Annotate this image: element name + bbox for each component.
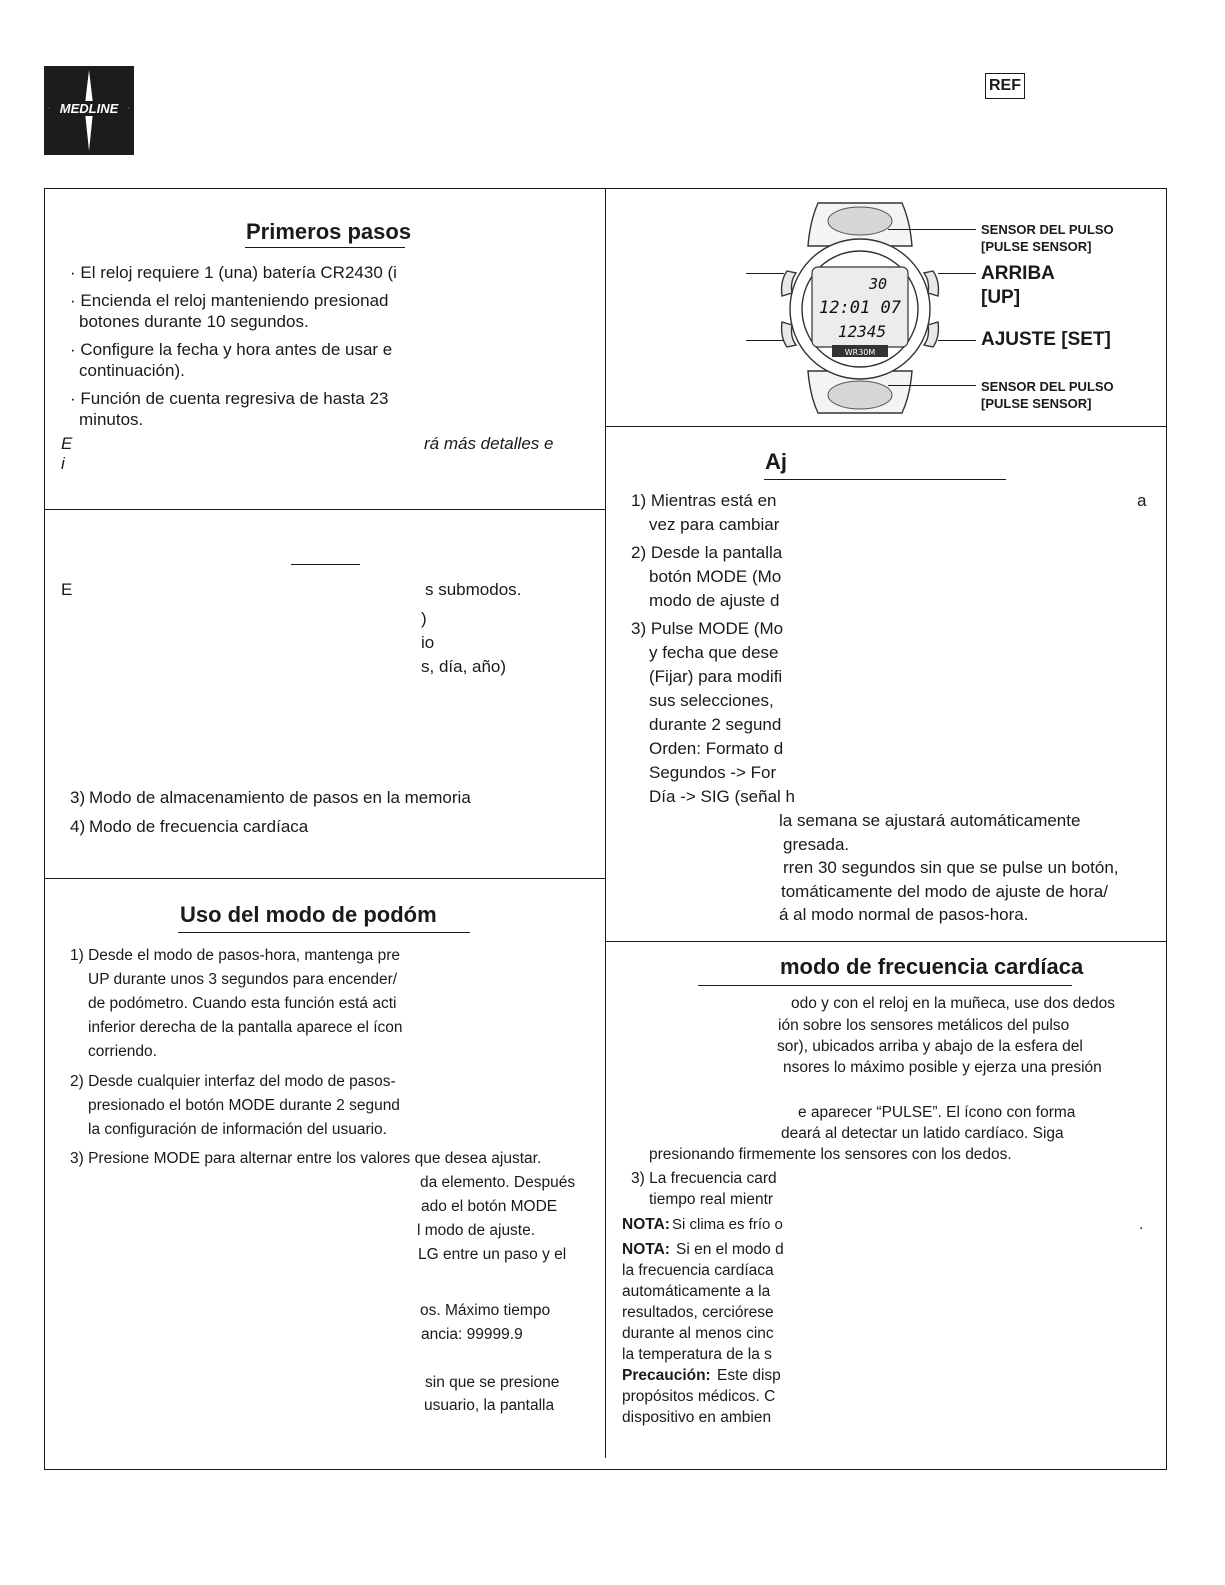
s5-frag-8: 3) La frecuencia card [631, 1170, 777, 1187]
s3-frag-1: da elemento. Después [420, 1174, 576, 1191]
s3-line-2: UP durante unos 3 segundos para encender/ [88, 971, 398, 988]
nota-1-text: Si clima es frío o [672, 1216, 783, 1233]
s5-frag-1: odo y con el reloj en la muñeca, use dos dedos [791, 995, 1115, 1012]
column-divider [605, 188, 606, 1458]
s4-frag-3: rren 30 segundos sin que se pulse un botón, [783, 858, 1119, 877]
ref-label: REF [989, 77, 1021, 94]
s1-line-1: · El reloj requiere 1 (una) batería CR2430 (i [70, 263, 397, 282]
callout-bottom-sensor [888, 385, 976, 386]
label-top-sensor-1: SENSOR DEL PULSO [981, 222, 1114, 237]
nota-2-line-5: la temperatura de la s [622, 1346, 772, 1363]
nota-2-text: Si en el modo d [676, 1241, 784, 1258]
callout-set [938, 340, 976, 341]
s2-item-3-num: 3) [70, 788, 86, 807]
s5-frag-5: e aparecer “PULSE”. El ícono con forma [798, 1104, 1076, 1121]
s1-note-start: E [61, 434, 73, 453]
left-divider-1 [44, 509, 605, 510]
label-bottom-sensor-2: [PULSE SENSOR] [981, 396, 1092, 411]
model-text: WR30M [844, 348, 876, 357]
s4-line-13: Día -> SIG (señal h [649, 787, 795, 806]
s1-line-4: · Configure la fecha y hora antes de usar e [70, 340, 393, 359]
s4-line-6: 3) Pulse MODE (Mo [631, 619, 784, 638]
s4-frag-4: tomáticamente del modo de ajuste de hora/ [781, 882, 1108, 901]
s3-frag-4: LG entre un paso y el [418, 1246, 567, 1263]
s3-frag-8: usuario, la pantalla [424, 1397, 555, 1414]
s4-line-9: sus selecciones, [649, 691, 774, 710]
s5-frag-4: nsores lo máximo posible y ejerza una presión [783, 1059, 1102, 1076]
s4-title-underline [764, 479, 1006, 480]
s2-item-3: Modo de almacenamiento de pasos en la memoria [89, 788, 471, 807]
s4-line-1-end: a [1137, 491, 1147, 510]
nota-2-label: NOTA: [622, 1241, 670, 1258]
s4-frag-5: á al modo normal de pasos-hora. [779, 905, 1029, 924]
s1-note-line-2: i [61, 454, 65, 473]
s2-line-2: ) [421, 609, 427, 628]
s4-line-5: modo de ajuste d [649, 591, 780, 610]
s4-line-2: vez para cambiar [649, 515, 780, 534]
s5-frag-2: ión sobre los sensores metálicos del pulso [778, 1017, 1070, 1034]
section-title-primeros-pasos: Primeros pasos [246, 219, 412, 244]
s2-item-4-num: 4) [70, 817, 86, 836]
s4-frag-1: la semana se ajustará automáticamente [779, 811, 1081, 830]
s1-line-5: continuación). [79, 361, 185, 380]
s3-line-7: presionado el botón MODE durante 2 segund [88, 1097, 400, 1114]
s2-line-4: s, día, año) [421, 657, 507, 676]
nota-2-line-4: durante al menos cinc [622, 1325, 774, 1342]
s2-line-1b: s submodos. [425, 580, 522, 599]
label-bottom-sensor-1: SENSOR DEL PULSO [981, 379, 1114, 394]
section-title-ajuste: Aj [765, 449, 787, 474]
s1-note-end: rá más detalles e [424, 434, 554, 453]
s2-line-3: io [421, 633, 435, 652]
s1-line-2: · Encienda el reloj manteniendo presionad [70, 291, 389, 310]
nota-1-label: NOTA: [622, 1216, 670, 1233]
s4-line-8: (Fijar) para modifi [649, 667, 783, 686]
s5-frag-3: sor), ubicados arriba y abajo de la esfera del [777, 1038, 1083, 1055]
s1-line-3: botones durante 10 segundos. [79, 312, 309, 331]
s4-line-12: Segundos -> For [649, 763, 777, 782]
lcd-mid: 12:01 07 [819, 298, 901, 318]
label-up-1: ARRIBA [981, 263, 1055, 284]
s5-title-underline [698, 985, 1072, 986]
top-sensor-shape [828, 207, 892, 235]
nota-2-line-1: la frecuencia cardíaca [622, 1262, 774, 1279]
caution-label: Precaución: [622, 1367, 711, 1384]
lcd-top: 30 [868, 275, 888, 293]
s3-frag-2: ado el botón MODE [421, 1198, 558, 1215]
s5-frag-7: presionando firmemente los sensores con los dedos. [649, 1146, 1012, 1163]
s3-frag-6: ancia: 99999.9 [421, 1326, 523, 1343]
s3-line-5: corriendo. [88, 1043, 157, 1060]
medline-logo [44, 66, 134, 155]
logo-text: MEDLINE [50, 101, 128, 116]
caution-line-2: dispositivo en ambien [622, 1409, 772, 1426]
title-underline [245, 247, 405, 248]
right-divider-2 [605, 941, 1166, 942]
s3-frag-5: os. Máximo tiempo [420, 1302, 551, 1319]
right-divider-1 [605, 426, 1166, 427]
s3-line-3: de podómetro. Cuando esta función está acti [88, 995, 397, 1012]
callout-left-lower [746, 340, 784, 341]
callout-top-sensor [888, 229, 976, 230]
s2-line-1a: E [61, 580, 73, 599]
s5-frag-9: tiempo real mientr [649, 1191, 774, 1208]
caution-text: Este disp [717, 1367, 781, 1384]
label-up-2: [UP] [981, 287, 1021, 308]
bottom-sensor-shape [828, 381, 892, 409]
s3-frag-3: l modo de ajuste. [417, 1222, 536, 1239]
s4-line-4: botón MODE (Mo [649, 567, 782, 586]
s2-item-4: Modo de frecuencia cardíaca [89, 817, 309, 836]
s3-line-4: inferior derecha de la pantalla aparece el ícon [88, 1019, 403, 1036]
s3-title-underline [178, 932, 470, 933]
ref-box [985, 73, 1025, 99]
s2-title-underline [291, 564, 360, 565]
s3-frag-7: sin que se presione [425, 1374, 560, 1391]
s4-line-7: y fecha que dese [649, 643, 779, 662]
label-top-sensor-2: [PULSE SENSOR] [981, 239, 1092, 254]
s5-frag-6: deará al detectar un latido cardíaco. Siga [781, 1125, 1064, 1142]
s4-line-1: 1) Mientras está en [631, 491, 777, 510]
callout-left-upper [746, 273, 784, 274]
s4-line-11: Orden: Formato d [649, 739, 784, 758]
watch-illustration [770, 201, 950, 416]
s3-line-6: 2) Desde cualquier interfaz del modo de pasos- [70, 1073, 396, 1090]
nota-2-line-2: automáticamente a la [622, 1283, 771, 1300]
s1-line-7: minutos. [79, 410, 144, 429]
section-title-frecuencia: modo de frecuencia cardíaca [780, 954, 1084, 979]
nota-1-end: . [1139, 1216, 1144, 1233]
s3-line-9: 3) Presione MODE para alternar entre los valores que desea ajustar. [70, 1150, 542, 1167]
caution-line-1: propósitos médicos. C [622, 1388, 776, 1405]
s1-line-6: · Función de cuenta regresiva de hasta 23 [70, 389, 389, 408]
label-set: AJUSTE [SET] [981, 329, 1111, 350]
s4-frag-2: gresada. [783, 835, 850, 854]
lcd-bot: 12345 [837, 322, 887, 341]
left-divider-2 [44, 878, 605, 879]
s3-line-1: 1) Desde el modo de pasos-hora, mantenga pre [70, 947, 401, 964]
section-title-podometro: Uso del modo de podóm [180, 902, 437, 927]
s4-line-3: 2) Desde la pantalla [631, 543, 783, 562]
s3-line-8: la configuración de información del usuario. [88, 1121, 387, 1138]
callout-up [938, 273, 976, 274]
s4-line-10: durante 2 segund [649, 715, 782, 734]
nota-2-line-3: resultados, cerciórese [622, 1304, 774, 1321]
